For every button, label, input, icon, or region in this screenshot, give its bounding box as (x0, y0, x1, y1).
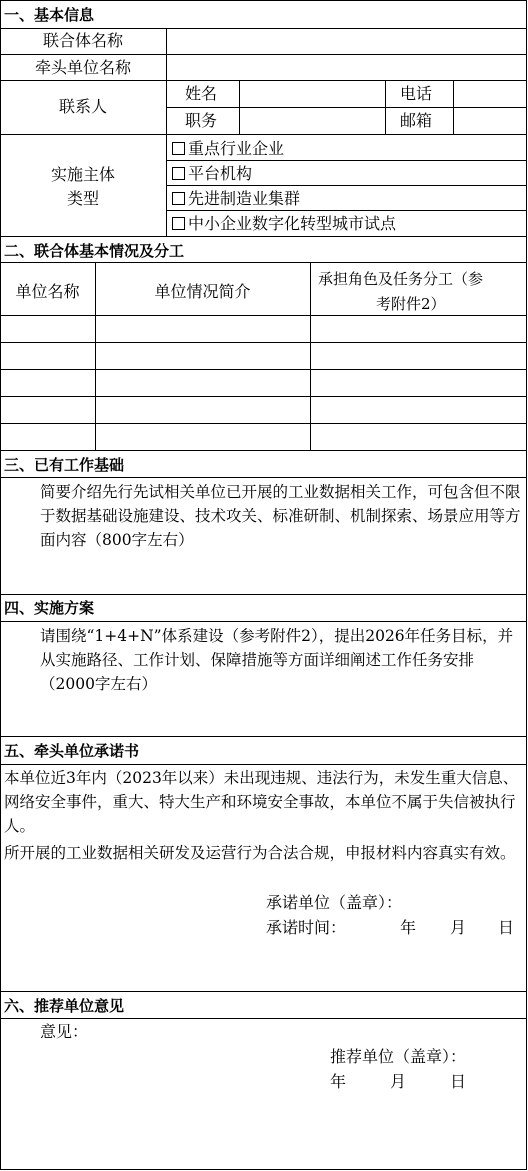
sign-time-label: 承诺时间： (266, 918, 347, 937)
sign-month: 月 (450, 918, 467, 937)
entity-type-option[interactable]: 中小企业数字化转型城市试点 (172, 214, 396, 234)
entity-type-option[interactable]: 重点行业企业 (172, 139, 284, 159)
section3-title: 三、已有工作基础 (4, 456, 125, 474)
recommend-day: 日 (450, 1072, 467, 1091)
email-label: 邮箱 (400, 111, 433, 130)
sign-year: 年 (400, 918, 417, 937)
section1-title: 一、基本信息 (4, 6, 95, 24)
entity-type-option[interactable]: 先进制造业集群 (172, 189, 300, 209)
recommend-month: 月 (390, 1072, 407, 1091)
col-unit-name: 单位名称 (15, 282, 80, 301)
entity-type-label-line2: 类型 (66, 189, 99, 208)
section5-para2: 所开展的工业数据相关研发及运营行为合法合规，申报材料内容真实有效。 (4, 844, 516, 862)
sign-unit-label: 承诺单位（盖章）： (266, 893, 403, 912)
name-label: 姓名 (185, 84, 218, 103)
recommend-year: 年 (330, 1072, 347, 1091)
phone-label: 电话 (400, 84, 433, 103)
section6-title: 六、推荐单位意见 (4, 997, 125, 1015)
section5-para1: 本单位近3年内（2023年以来）未出现违规、违法行为，未发生重大信息、网络安全事件，重大、特大生产和环境安全事故，本单位不属于失信被执行人。 (4, 769, 519, 835)
contact-label: 联系人 (58, 97, 107, 116)
entity-type-option[interactable]: 平台机构 (172, 164, 252, 184)
recommend-unit-label: 推荐单位（盖章）： (330, 1047, 467, 1066)
entity-type-label-line1: 实施主体 (50, 165, 115, 184)
sign-day: 日 (498, 918, 515, 937)
checkbox[interactable] (172, 192, 185, 205)
checkbox[interactable] (172, 142, 185, 155)
section2-title: 二、联合体基本情况及分工 (4, 242, 185, 260)
consortium-name-label: 联合体名称 (42, 31, 123, 50)
col-unit-intro: 单位情况简介 (154, 282, 251, 301)
lead-unit-label: 牵头单位名称 (34, 58, 131, 77)
col-role-line1: 承担角色及任务分工（参 (318, 270, 484, 288)
col-role-line2: 考附件2） (376, 295, 446, 313)
section4-title: 四、实施方案 (4, 599, 95, 617)
section3-body: 简要介绍先行先试相关单位已开展的工业数据相关工作，可包含但不限于数据基础设施建设、技术攻关、标准研制、机制探索、场景应用等方面内容（800字左右） (40, 483, 521, 549)
checkbox[interactable] (172, 217, 185, 230)
opinion-label: 意见： (40, 1022, 89, 1041)
section5-title: 五、牵头单位承诺书 (4, 742, 140, 760)
position-label: 职务 (185, 111, 218, 130)
section4-body: 请围绕“1+4+N”体系建设（参考附件2），提出2026年任务目标，并从实施路径、工作计划、保障措施等方面详细阐述工作任务安排（2000字左右） (40, 627, 514, 693)
checkbox[interactable] (172, 167, 185, 180)
